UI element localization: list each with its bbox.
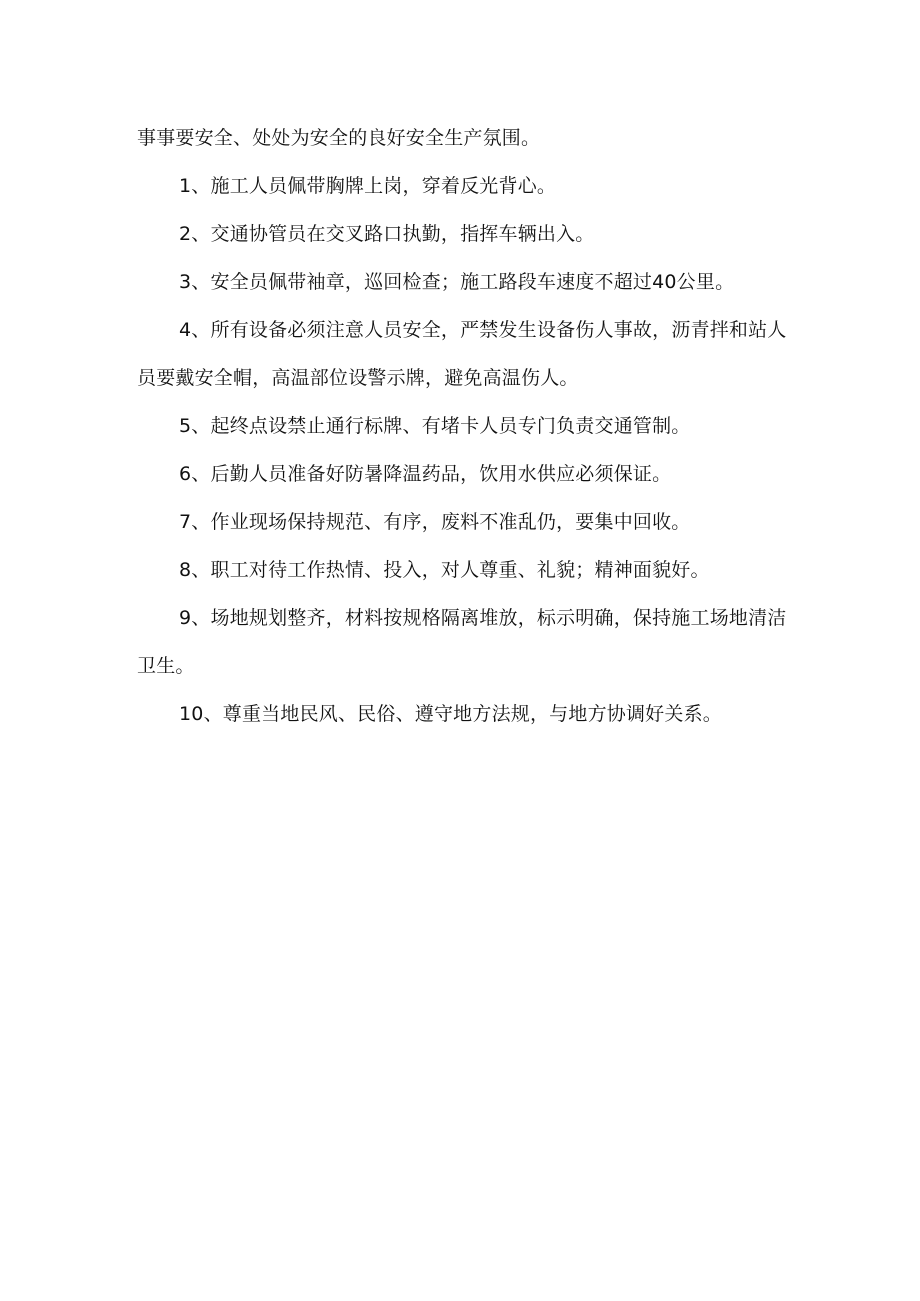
safety-rule-3: 3、安全员佩带袖章，巡回检查；施工路段车速度不超过40公里。 — [179, 271, 735, 293]
safety-rule-9: 9、场地规划整齐，材料按规格隔离堆放，标示明确，保持施工场地清洁卫生。 — [137, 607, 787, 677]
safety-rule-6: 6、后勤人员准备好防暑降温药品，饮用水供应必须保证。 — [179, 463, 672, 485]
safety-rule-2: 2、交通协管员在交叉路口执勤，指挥车辆出入。 — [179, 223, 595, 245]
safety-rule-4: 4、所有设备必须注意人员安全，严禁发生设备伤人事故，沥青拌和站人员要戴安全帽，高温部位设警示牌，避免高温伤人。 — [137, 319, 787, 389]
safety-rule-7: 7、作业现场保持规范、有序，废料不准乱仍，要集中回收。 — [179, 511, 691, 533]
paragraph-intro-continuation: 事事要安全、处处为安全的良好安全生产氛围。 — [137, 127, 541, 149]
safety-rule-5: 5、起终点设禁止通行标牌、有堵卡人员专门负责交通管制。 — [179, 415, 691, 437]
document-body — [137, 114, 792, 738]
safety-rule-8: 8、职工对待工作热情、投入，对人尊重、礼貌；精神面貌好。 — [179, 559, 710, 581]
safety-rule-10: 10、尊重当地民风、民俗、遵守地方法规，与地方协调好关系。 — [179, 703, 722, 725]
safety-rule-1: 1、施工人员佩带胸牌上岗，穿着反光背心。 — [179, 175, 557, 197]
